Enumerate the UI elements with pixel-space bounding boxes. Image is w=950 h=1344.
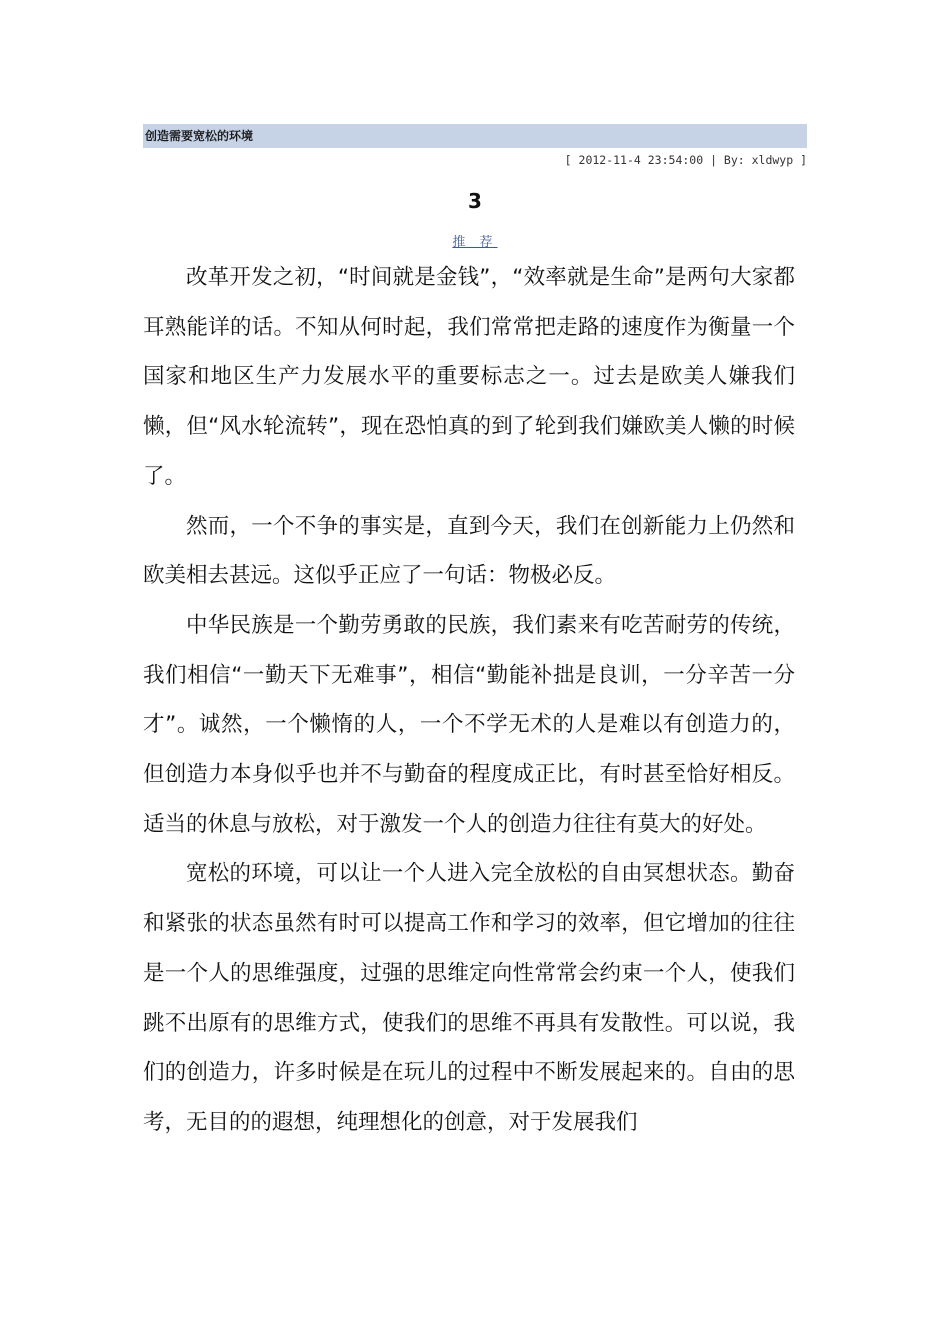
recommend-link-row [0, 231, 950, 250]
article-body [143, 253, 795, 1148]
paragraph: 宽松的环境，可以让一个人进入完全放松的自由冥想状态。勤奋和紧张的状态虽然有时可以提高工作和学习的效率，但它增加的往往是一个人的思维强度，过强的思维定向性常常会约束一个人，使我们跳不出原有的思维方式，使我们的思维不再具有发散性。可以说，我们的创造力，许多时候是在玩儿的过程中不断发展起来的。自由的思考，无目的的遐想，纯理想化的创意，对于发展我们 [143, 861, 795, 1135]
paragraph: 改革开发之初，“时间就是金钱”，“效率就是生命”是两句大家都耳熟能详的话。不知从何时起，我们常常把走路的速度作为衡量一个国家和地区生产力发展水平的重要标志之一。过去是欧美人嫌我们懒，但“风水轮流转”，现在恐怕真的到了轮到我们嫌欧美人懒的时候了。 [143, 265, 795, 489]
recommend-link[interactable]: 推 荐 [452, 235, 498, 250]
section-number: 3 [468, 189, 482, 213]
paragraph: 然而，一个不争的事实是，直到今天，我们在创新能力上仍然和欧美相去甚远。这似乎正应了一句话：物极必反。 [143, 513, 795, 589]
paragraph: 中华民族是一个勤劳勇敢的民族，我们素来有吃苦耐劳的传统，我们相信“一勤天下无难事”，相信“勤能补拙是良训，一分辛苦一分才”。诚然，一个懒惰的人，一个不学无术的人是难以有创造力的，但创造力本身似乎也并不与勤奋的程度成正比，有时甚至恰好相反。适当的休息与放松，对于激发一个人的创造力往往有莫大的好处。 [143, 612, 795, 837]
post-title: 创造需要宽松的环境 [143, 124, 807, 148]
post-meta: [ 2012-11-4 23:54:00 | By: xldwyp ] [564, 153, 807, 167]
